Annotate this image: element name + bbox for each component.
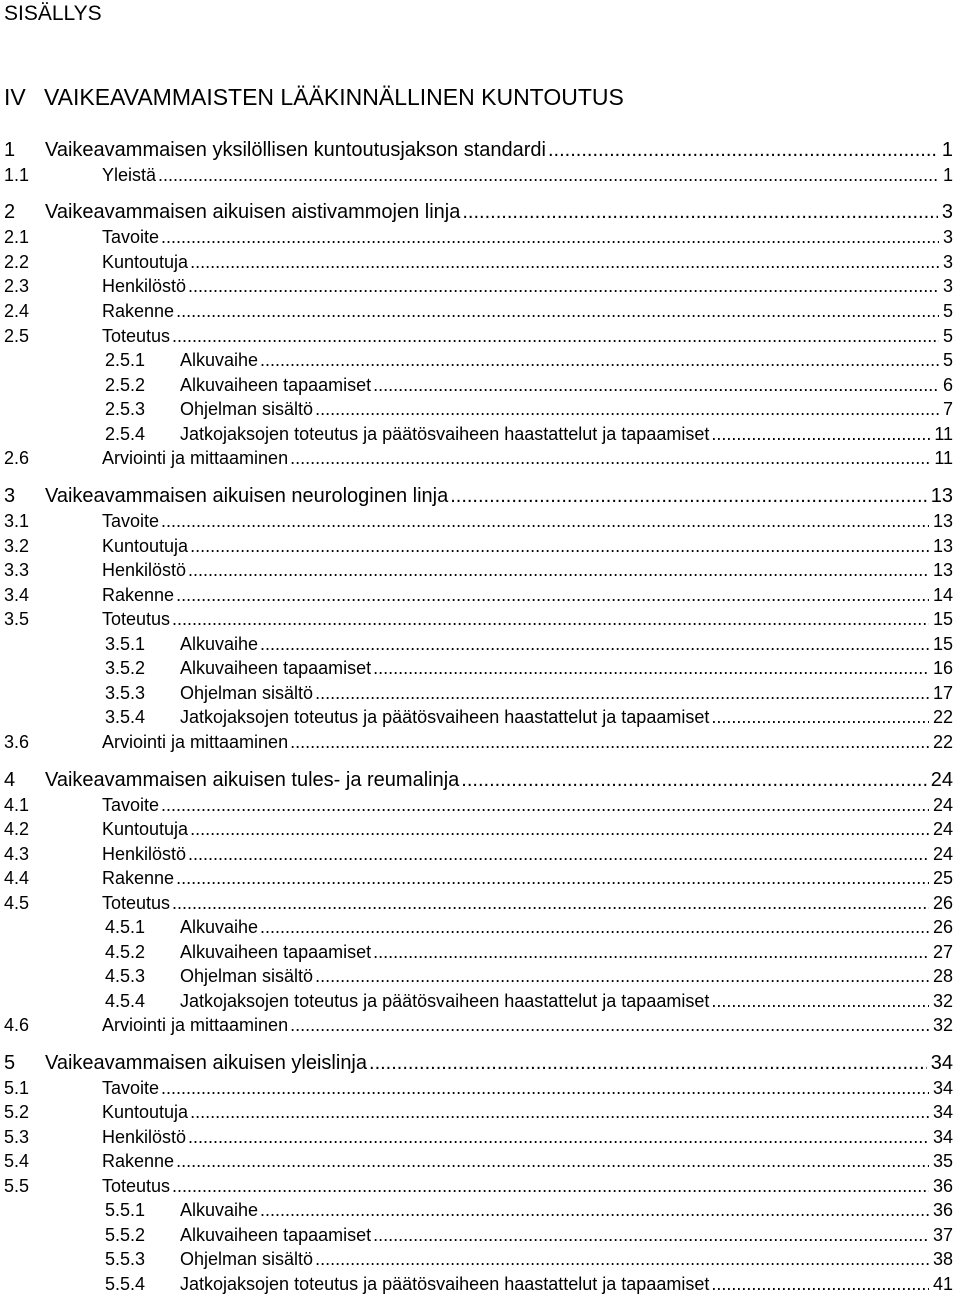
toc-entry-number: 4.5: [4, 893, 30, 913]
toc-entry-number: 1: [4, 139, 16, 161]
toc-entry-page: 34: [932, 1127, 953, 1147]
part-number: IV: [4, 84, 26, 110]
toc-entry-page: 5: [942, 350, 953, 370]
toc-subsection-entry: [0, 422, 960, 446]
toc-dot-leader: [170, 324, 939, 348]
toc-entry-title: Rakenne: [102, 301, 175, 321]
toc-entry-number: 3.1: [4, 511, 30, 531]
toc-entry-title: Ohjelman sisältö: [180, 683, 314, 703]
toc-entry-page: 41: [932, 1274, 953, 1294]
toc-entry-page: 15: [932, 634, 953, 654]
toc-entry-title: Alkuvaihe: [180, 634, 259, 654]
toc-dot-leader: [709, 422, 930, 446]
toc-dot-leader: [371, 373, 939, 397]
toc-entry-number: 2.6: [4, 448, 30, 468]
toc-dot-leader: [709, 989, 929, 1013]
toc-entry-number: 5.2: [4, 1102, 30, 1122]
toc-entry-number: 3.5.3: [105, 683, 146, 703]
toc-entry-title: Jatkojaksojen toteutus ja päätösvaiheen haastattelut ja tapaamiset: [180, 1274, 710, 1294]
toc-section-entry: [0, 607, 960, 631]
toc-dot-leader: [159, 509, 929, 533]
toc-dot-leader: [159, 225, 939, 249]
toc-entry-number: 2.5.2: [105, 375, 146, 395]
toc-entry-title: Vaikeavammaisen aikuisen aistivammojen linja: [45, 201, 461, 223]
toc-dot-leader: [313, 681, 929, 705]
toc-entry-number: 4.1: [4, 795, 30, 815]
toc-dot-leader: [313, 1247, 929, 1271]
toc-entry-title: Ohjelman sisältö: [180, 1249, 314, 1269]
toc-dot-leader: [188, 817, 929, 841]
toc-entry-title: Toteutus: [102, 1176, 171, 1196]
toc-entry-page: 26: [932, 917, 953, 937]
toc-entry-number: 5.5.3: [105, 1249, 146, 1269]
toc-entry-title: Kuntoutuja: [102, 252, 189, 272]
toc-entry-number: 4.5.1: [105, 917, 146, 937]
toc-section-entry: [0, 1013, 960, 1037]
toc-entry-number: 2.5.1: [105, 350, 146, 370]
toc-entry-number: 2.5: [4, 326, 30, 346]
toc-entry-title: Henkilöstö: [102, 1127, 187, 1147]
toc-chapter-entry: [0, 137, 960, 163]
toc-entry-number: 3.3: [4, 560, 30, 580]
toc-section-entry: [0, 324, 960, 348]
toc-subsection-entry: [0, 1247, 960, 1271]
toc-entry-title: Vaikeavammaisen aikuisen yleislinja: [45, 1052, 368, 1074]
toc-dot-leader: [174, 866, 929, 890]
toc-entry-page: 24: [932, 795, 953, 815]
toc-dot-leader: [546, 137, 938, 163]
toc-subsection-entry: [0, 397, 960, 421]
toc-subsection-entry: [0, 373, 960, 397]
toc-entry-title: Vaikeavammaisen yksilöllisen kuntoutusjakson standardi: [45, 139, 546, 161]
toc-section-entry: [0, 1076, 960, 1100]
toc-entry-number: 4.5.3: [105, 966, 146, 986]
toc-entry-page: 37: [932, 1225, 953, 1245]
toc-entry-page: 13: [932, 511, 953, 531]
toc-entry-title: Kuntoutuja: [102, 536, 189, 556]
toc-dot-leader: [186, 1125, 929, 1149]
toc-dot-leader: [371, 940, 929, 964]
toc-entry-number: 2.3: [4, 276, 30, 296]
part-title: VAIKEAVAMMAISTEN LÄÄKINNÄLLINEN KUNTOUTUS: [44, 84, 624, 110]
toc-section-entry: [0, 163, 960, 187]
toc-entry-title: Alkuvaiheen tapaamiset: [180, 375, 372, 395]
toc-entry-title: Tavoite: [102, 227, 160, 247]
toc-entry-number: 5.4: [4, 1151, 30, 1171]
toc-entry-title: Yleistä: [102, 165, 157, 185]
toc-dot-leader: [258, 1198, 929, 1222]
toc-entry-number: 2.4: [4, 301, 30, 321]
toc-entry-title: Jatkojaksojen toteutus ja päätösvaiheen haastattelut ja tapaamiset: [180, 424, 710, 444]
toc-entry-page: 6: [942, 375, 953, 395]
toc-entry-page: 34: [932, 1102, 953, 1122]
toc-entry-number: 5.5.2: [105, 1225, 146, 1245]
toc-entry-number: 5.5.4: [105, 1274, 146, 1294]
toc-entry-page: 27: [932, 942, 953, 962]
toc-entry-page: 13: [930, 485, 953, 507]
toc-entry-title: Alkuvaihe: [180, 917, 259, 937]
toc-dot-leader: [709, 1272, 929, 1296]
toc-entry-page: 25: [932, 868, 953, 888]
toc-entry-number: 2.2: [4, 252, 30, 272]
part-heading: [4, 82, 624, 112]
toc-entry-title: Henkilöstö: [102, 844, 187, 864]
toc-subsection-entry: [0, 681, 960, 705]
toc-entry-title: Vaikeavammaisen aikuisen neurologinen linja: [45, 485, 449, 507]
toc-entry-title: Henkilöstö: [102, 560, 187, 580]
toc-entry-number: 4.5.2: [105, 942, 146, 962]
toc-entry-page: 14: [932, 585, 953, 605]
toc-entry-page: 32: [932, 1015, 953, 1035]
toc-dot-leader: [288, 1013, 929, 1037]
toc-dot-leader: [448, 483, 927, 509]
toc-entry-number: 3.4: [4, 585, 30, 605]
toc-entry-number: 1.1: [4, 165, 30, 185]
toc-entry-title: Henkilöstö: [102, 276, 187, 296]
toc-section-entry: [0, 817, 960, 841]
toc-entry-number: 3: [4, 485, 16, 507]
toc-subsection-entry: [0, 656, 960, 680]
toc-entry-title: Tavoite: [102, 511, 160, 531]
toc-entry-page: 3: [942, 252, 953, 272]
toc-section-entry: [0, 793, 960, 817]
toc-section-entry: [0, 446, 960, 470]
toc-subsection-entry: [0, 989, 960, 1013]
toc-entry-number: 3.5.4: [105, 707, 146, 727]
toc-entry-page: 36: [932, 1200, 953, 1220]
toc-entry-number: 3.2: [4, 536, 30, 556]
toc-entry-title: Alkuvaiheen tapaamiset: [180, 658, 372, 678]
toc-section-entry: [0, 1174, 960, 1198]
toc-entry-number: 5: [4, 1052, 16, 1074]
toc-entry-number: 4.5.4: [105, 991, 146, 1011]
toc-subsection-entry: [0, 348, 960, 372]
toc-section-entry: [0, 509, 960, 533]
toc-entry-page: 13: [932, 536, 953, 556]
toc-entry-page: 1: [942, 165, 953, 185]
toc-dot-leader: [709, 705, 929, 729]
toc-entry-title: Arviointi ja mittaaminen: [102, 448, 289, 468]
toc-entry-number: 2.5.4: [105, 424, 146, 444]
toc-entry-page: 3: [942, 227, 953, 247]
toc-entry-page: 24: [930, 769, 953, 791]
toc-dot-leader: [188, 250, 939, 274]
toc-dot-leader: [156, 163, 939, 187]
toc-entry-page: 17: [932, 683, 953, 703]
toc-entry-page: 26: [932, 893, 953, 913]
toc-dot-leader: [174, 583, 929, 607]
toc-entry-number: 3.5.1: [105, 634, 146, 654]
toc-entry-number: 3.5.2: [105, 658, 146, 678]
toc-entry-page: 35: [932, 1151, 953, 1171]
toc-subsection-entry: [0, 632, 960, 656]
toc-dot-leader: [371, 656, 929, 680]
toc-entry-title: Toteutus: [102, 326, 171, 346]
toc-entry-title: Rakenne: [102, 868, 175, 888]
toc-entry-number: 4.4: [4, 868, 30, 888]
toc-section-entry: [0, 274, 960, 298]
toc-entry-page: 32: [932, 991, 953, 1011]
toc-entry-title: Ohjelman sisältö: [180, 399, 314, 419]
toc-entry-number: 2: [4, 201, 16, 223]
toc-section-entry: [0, 1100, 960, 1124]
toc-section-entry: [0, 558, 960, 582]
toc-entry-title: Rakenne: [102, 1151, 175, 1171]
toc-dot-leader: [170, 607, 929, 631]
toc-section-entry: [0, 730, 960, 754]
toc-entry-title: Alkuvaiheen tapaamiset: [180, 1225, 372, 1245]
toc-entry-page: 34: [932, 1078, 953, 1098]
toc-section-entry: [0, 1149, 960, 1173]
toc-section-entry: [0, 842, 960, 866]
toc-entry-title: Arviointi ja mittaaminen: [102, 1015, 289, 1035]
toc-chapter-entry: [0, 199, 960, 225]
toc-dot-leader: [459, 767, 926, 793]
toc-entry-title: Tavoite: [102, 795, 160, 815]
toc-section-entry: [0, 534, 960, 558]
toc-entry-title: Ohjelman sisältö: [180, 966, 314, 986]
toc-entry-page: 16: [932, 658, 953, 678]
toc-entry-number: 4.2: [4, 819, 30, 839]
toc-chapter-entry: [0, 1050, 960, 1076]
toc-dot-leader: [170, 891, 929, 915]
toc-entry-number: 2.5.3: [105, 399, 146, 419]
toc-entry-page: 22: [932, 707, 953, 727]
toc-entry-page: 28: [932, 966, 953, 986]
toc-dot-leader: [186, 842, 929, 866]
toc-entry-title: Tavoite: [102, 1078, 160, 1098]
toc-chapter-entry: [0, 767, 960, 793]
toc-entry-page: 5: [942, 326, 953, 346]
toc-section-entry: [0, 299, 960, 323]
toc-subsection-entry: [0, 1223, 960, 1247]
toc-section-entry: [0, 1125, 960, 1149]
toc-dot-leader: [313, 397, 939, 421]
toc-entry-title: Kuntoutuja: [102, 1102, 189, 1122]
toc-entry-title: Arviointi ja mittaaminen: [102, 732, 289, 752]
toc-entry-page: 38: [932, 1249, 953, 1269]
toc-dot-leader: [159, 1076, 929, 1100]
toc-dot-leader: [188, 1100, 929, 1124]
toc-entry-number: 5.5: [4, 1176, 30, 1196]
toc-dot-leader: [188, 534, 929, 558]
toc-entry-page: 5: [942, 301, 953, 321]
toc-dot-leader: [371, 1223, 929, 1247]
toc-entry-number: 4.3: [4, 844, 30, 864]
toc-entry-title: Alkuvaihe: [180, 1200, 259, 1220]
toc-entry-title: Jatkojaksojen toteutus ja päätösvaiheen haastattelut ja tapaamiset: [180, 707, 710, 727]
toc-entry-page: 11: [934, 424, 953, 444]
toc-entry-page: 34: [930, 1052, 953, 1074]
toc-section-entry: [0, 225, 960, 249]
toc-dot-leader: [159, 793, 929, 817]
toc-entry-number: 3.5: [4, 609, 30, 629]
toc-entry-page: 3: [942, 276, 953, 296]
toc-entry-title: Alkuvaihe: [180, 350, 259, 370]
toc-dot-leader: [186, 274, 939, 298]
toc-entry-number: 5.1: [4, 1078, 30, 1098]
toc-dot-leader: [258, 915, 929, 939]
toc-entry-page: 24: [932, 844, 953, 864]
toc-entry-title: Rakenne: [102, 585, 175, 605]
toc-dot-leader: [313, 964, 929, 988]
toc-entry-page: 15: [932, 609, 953, 629]
toc-section-entry: [0, 866, 960, 890]
toc-entry-number: 4: [4, 769, 16, 791]
toc-entry-page: 1: [941, 139, 953, 161]
toc-entry-number: 5.3: [4, 1127, 30, 1147]
toc-entry-title: Alkuvaiheen tapaamiset: [180, 942, 372, 962]
toc-entry-page: 3: [941, 201, 953, 223]
toc-dot-leader: [367, 1050, 927, 1076]
toc-entry-title: Toteutus: [102, 609, 171, 629]
toc-entry-title: Kuntoutuja: [102, 819, 189, 839]
toc-entry-page: 7: [942, 399, 953, 419]
toc-dot-leader: [174, 1149, 929, 1173]
toc-dot-leader: [288, 730, 929, 754]
toc-entry-title: Vaikeavammaisen aikuisen tules- ja reumalinja: [45, 769, 460, 791]
toc-subsection-entry: [0, 964, 960, 988]
toc-entry-number: 3.6: [4, 732, 30, 752]
toc-subsection-entry: [0, 1198, 960, 1222]
toc-section-entry: [0, 583, 960, 607]
toc-entry-page: 36: [932, 1176, 953, 1196]
toc-entry-title: Jatkojaksojen toteutus ja päätösvaiheen haastattelut ja tapaamiset: [180, 991, 710, 1011]
toc-entry-page: 13: [932, 560, 953, 580]
toc-subsection-entry: [0, 705, 960, 729]
toc-dot-leader: [258, 348, 939, 372]
toc-dot-leader: [186, 558, 929, 582]
toc-entry-number: 5.5.1: [105, 1200, 146, 1220]
toc-subsection-entry: [0, 1272, 960, 1296]
page-title: SISÄLLYS: [4, 2, 102, 25]
toc-dot-leader: [288, 446, 930, 470]
toc-subsection-entry: [0, 940, 960, 964]
toc-dot-leader: [170, 1174, 929, 1198]
toc-dot-leader: [460, 199, 938, 225]
toc-dot-leader: [174, 299, 939, 323]
toc-entry-number: 2.1: [4, 227, 30, 247]
toc-section-entry: [0, 250, 960, 274]
toc-entry-number: 4.6: [4, 1015, 30, 1035]
toc-subsection-entry: [0, 915, 960, 939]
toc-entry-page: 24: [932, 819, 953, 839]
toc-entry-page: 22: [932, 732, 953, 752]
toc-dot-leader: [258, 632, 929, 656]
toc-section-entry: [0, 891, 960, 915]
toc-chapter-entry: [0, 483, 960, 509]
toc-entry-title: Toteutus: [102, 893, 171, 913]
toc-entry-page: 11: [934, 448, 953, 468]
